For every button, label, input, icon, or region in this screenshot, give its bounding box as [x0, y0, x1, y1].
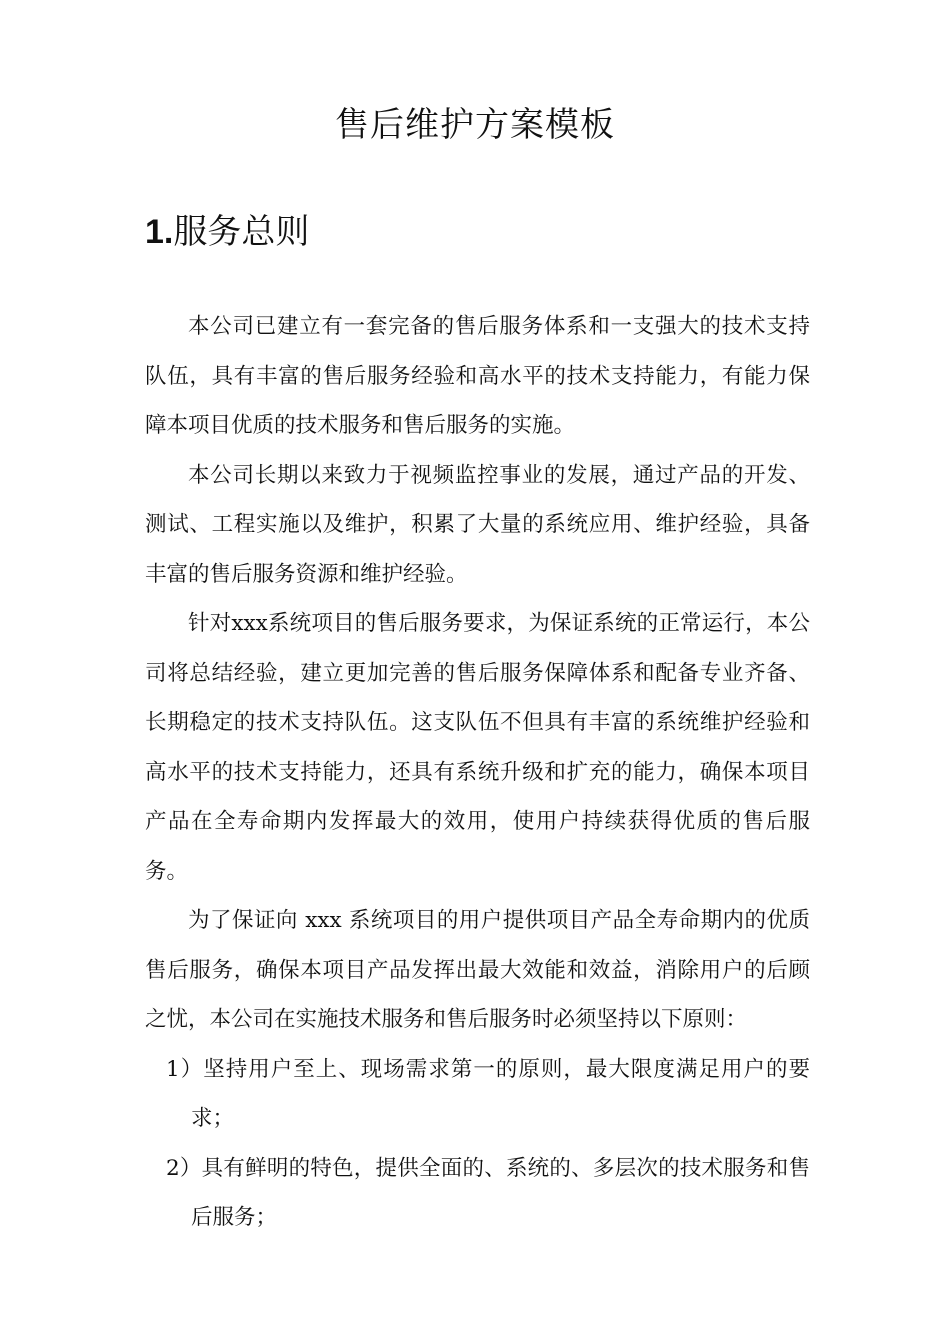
paragraph-experience: 本公司长期以来致力于视频监控事业的发展，通过产品的开发、测试、工程实施以及维护，积累了大量的系统应用、维护经验，具备丰富的售后服务资源和维护经验。 — [145, 462, 810, 587]
section-number: 1. — [145, 213, 174, 251]
paragraph-commitment: 针对xxx系统项目的售后服务要求，为保证系统的正常运行，本公司将总结经验，建立更加完善的售后服务保障体系和配备专业齐备、长期稳定的技术支持队伍。这支队伍不但具有丰富的系统维护经验和高水平的技术支持能力，还具有系统升级和扩充的能力，确保本项目产品在全寿命期内发挥最大的效用，使用户持续获得优质的售后服务。 — [145, 611, 810, 884]
paragraph-intro: 本公司已建立有一套完备的售后服务体系和一支强大的技术支持队伍，具有丰富的售后服务经验和高水平的技术支持能力，有能力保障本项目优质的技术服务和售后服务的实施。 — [145, 314, 810, 438]
document-title: 售后维护方案模板 — [335, 105, 615, 145]
principle-item-2: 2）具有鲜明的特色，提供全面的、系统的、多层次的技术服务和售后服务； — [166, 1155, 810, 1230]
paragraph-principles-intro: 为了保证向 xxx 系统项目的用户提供项目产品全寿命期内的优质售后服务，确保本项目产品发挥出最大效能和效益，消除用户的后顾之忧，本公司在实施技术服务和售后服务时必须坚持以下原则： — [145, 908, 810, 1032]
principle-item-1: 1）坚持用户至上、现场需求第一的原则，最大限度满足用户的要求； — [166, 1056, 810, 1131]
section-title: 服务总则 — [173, 212, 310, 252]
document-body — [145, 302, 810, 1243]
section-heading — [145, 206, 309, 258]
